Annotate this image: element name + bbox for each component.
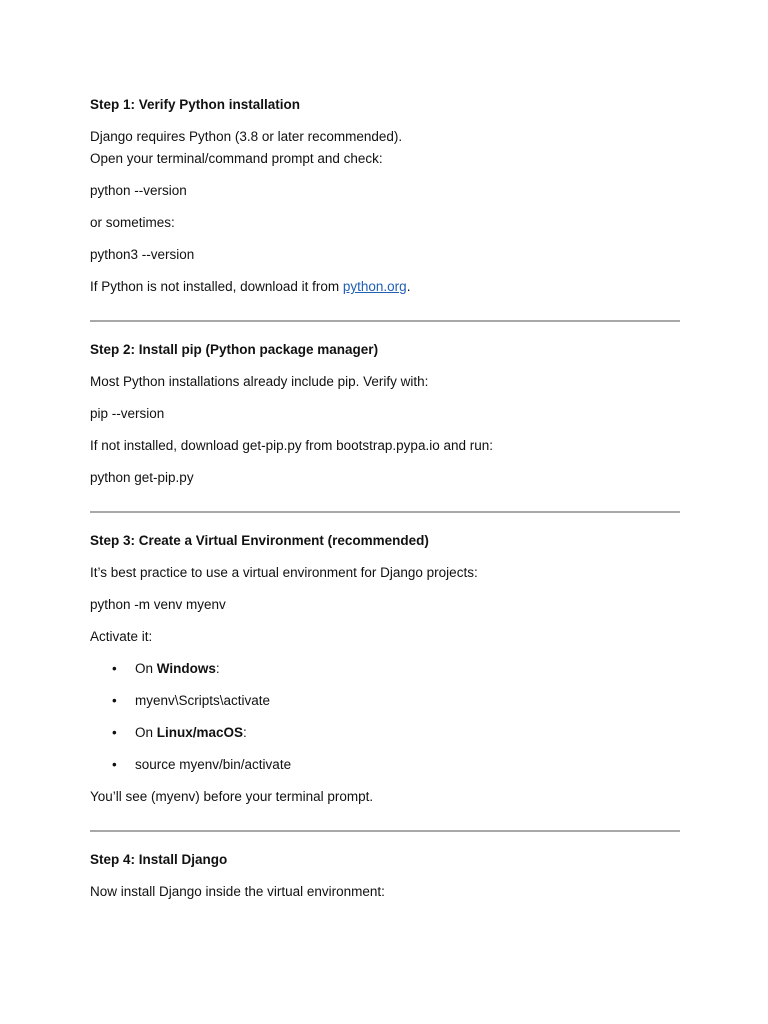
get-pip-command: python get-pip.py xyxy=(90,470,194,485)
linux-label: Linux/macOS xyxy=(156,725,244,740)
step-3-intro: It’s best practice to use a virtual environment for Django projects: xyxy=(90,565,478,580)
or-sometimes-text: or sometimes: xyxy=(90,215,175,230)
list-item-windows-command xyxy=(90,690,680,712)
linux-prefix: On xyxy=(135,725,157,740)
windows-prefix: On xyxy=(135,661,157,676)
step-4-heading: Step 4: Install Django xyxy=(90,852,228,867)
list-item-windows xyxy=(90,658,680,680)
step-4-intro: Now install Django inside the virtual environment: xyxy=(90,884,385,899)
linux-suffix: : xyxy=(243,725,247,740)
section-divider-1 xyxy=(90,320,680,322)
step-3-heading: Step 3: Create a Virtual Environment (recommended) xyxy=(90,533,429,548)
step-3-section xyxy=(90,530,680,808)
step-3-outro: You’ll see (myenv) before your terminal prompt. xyxy=(90,789,374,804)
document-page xyxy=(90,94,680,913)
download-suffix: . xyxy=(406,279,411,294)
step-1-intro-line-2: Open your terminal/command prompt and check: xyxy=(90,151,383,166)
bullet-icon: • xyxy=(112,693,117,708)
step-1-intro-line-1: Django requires Python (3.8 or later recommended). xyxy=(90,129,403,144)
step-2-section xyxy=(90,339,680,489)
step-4-section xyxy=(90,849,680,903)
python3-version-command: python3 --version xyxy=(90,247,195,262)
section-divider-3 xyxy=(90,830,680,832)
windows-label: Windows xyxy=(156,661,216,676)
step-1-heading: Step 1: Verify Python installation xyxy=(90,97,301,112)
section-divider-2 xyxy=(90,511,680,513)
python-org-link[interactable]: python.org xyxy=(342,279,407,294)
step-2-intro: Most Python installations already include pip. Verify with: xyxy=(90,374,429,389)
list-item-linux xyxy=(90,722,680,744)
windows-activate-command: myenv\Scripts\activate xyxy=(135,693,271,708)
list-item-linux-command xyxy=(90,754,680,776)
download-prefix: If Python is not installed, download it from xyxy=(90,279,343,294)
step-1-intro xyxy=(90,126,680,170)
activate-label: Activate it: xyxy=(90,629,153,644)
bullet-icon: • xyxy=(112,757,117,772)
linux-activate-command: source myenv/bin/activate xyxy=(135,757,292,772)
download-python-note xyxy=(90,276,680,298)
step-1-section xyxy=(90,94,680,298)
get-pip-note: If not installed, download get-pip.py from bootstrap.pypa.io and run: xyxy=(90,438,493,453)
venv-create-command: python -m venv myenv xyxy=(90,597,226,612)
bullet-icon: • xyxy=(112,661,117,676)
step-2-heading: Step 2: Install pip (Python package manager) xyxy=(90,342,379,357)
activation-list xyxy=(90,658,680,776)
windows-suffix: : xyxy=(215,661,220,676)
bullet-icon: • xyxy=(112,725,117,740)
python-version-command: python --version xyxy=(90,183,187,198)
pip-version-command: pip --version xyxy=(90,406,165,421)
